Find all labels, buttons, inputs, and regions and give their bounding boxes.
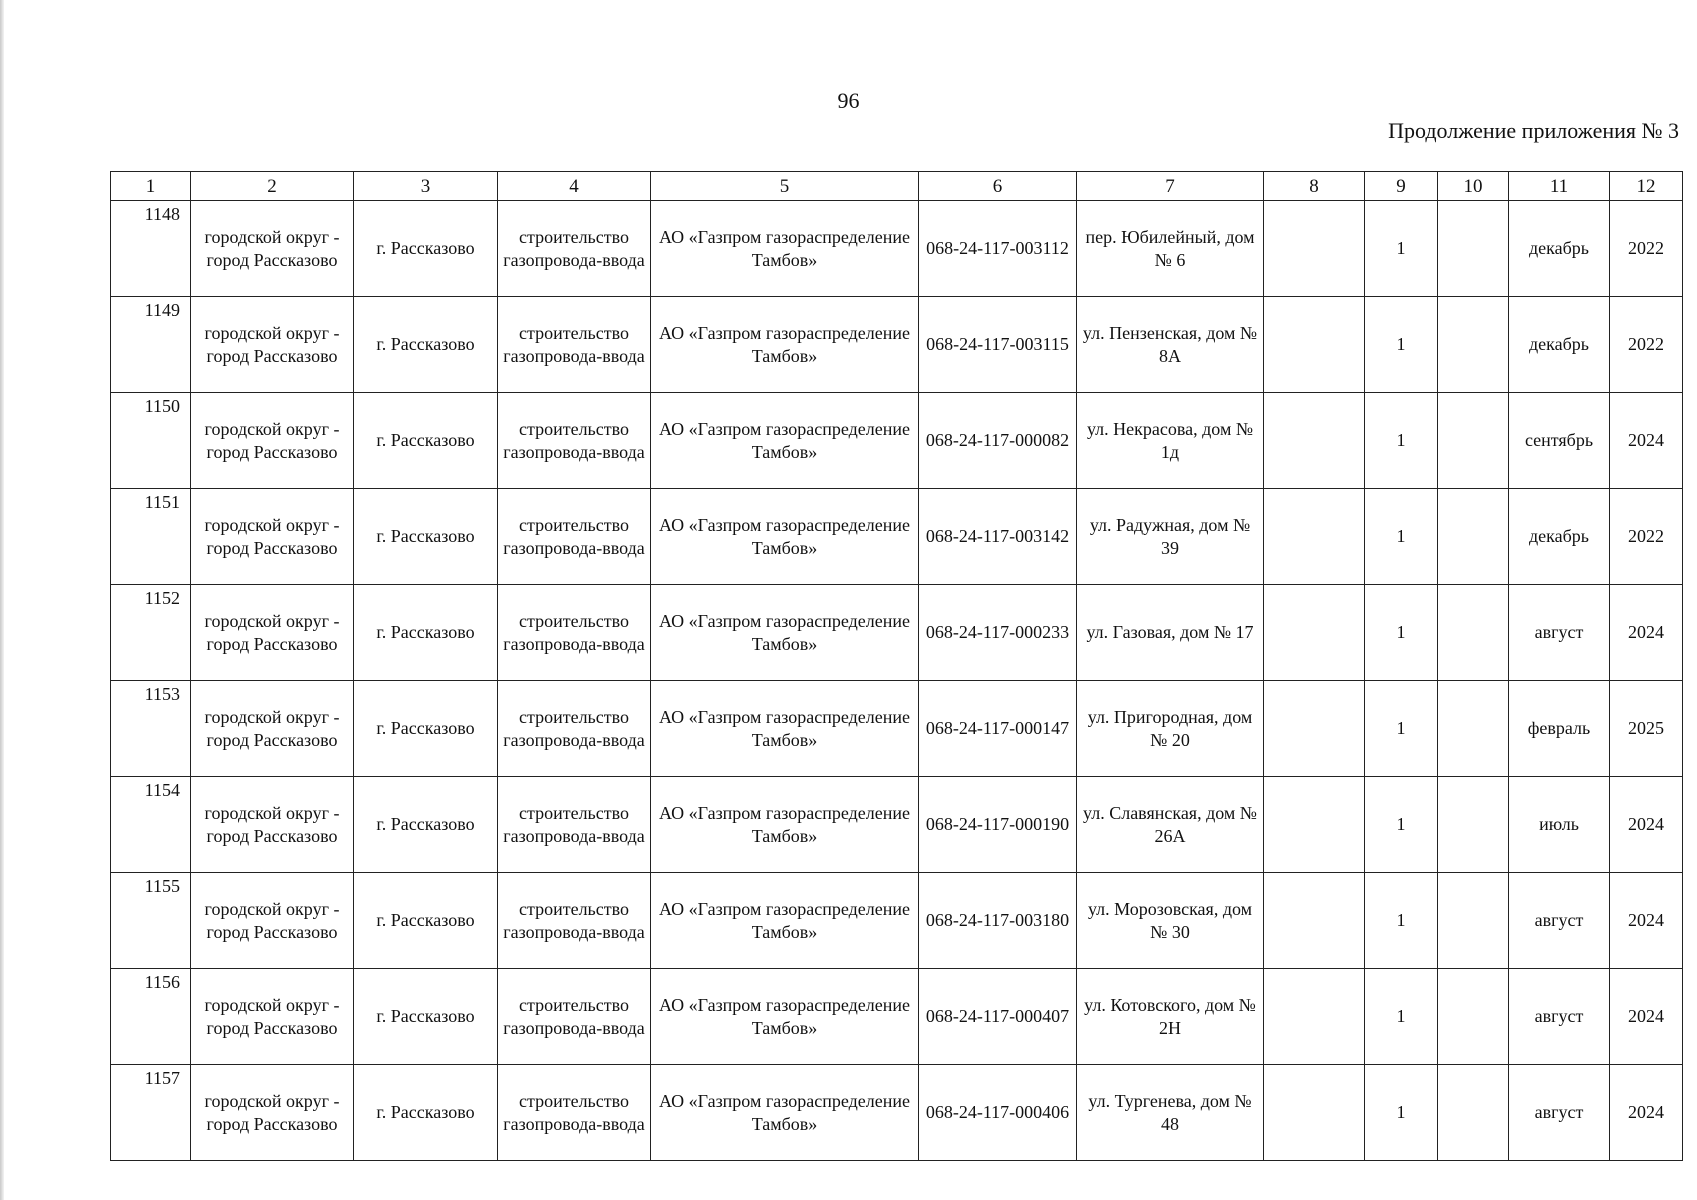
column-header: 8 (1264, 172, 1365, 201)
table-cell: 1 (1365, 969, 1438, 1065)
table-row (111, 777, 1683, 873)
table-cell: г. Рассказово (354, 585, 498, 681)
table-cell (1264, 681, 1365, 777)
table-cell: 1151 (111, 489, 191, 585)
table-cell: 068-24-117-000407 (919, 969, 1077, 1065)
table-cell: АО «Газпром газораспределение Тамбов» (651, 969, 919, 1065)
table-cell: строительство газопровода-ввода (498, 1065, 651, 1161)
table-cell: июль (1509, 777, 1610, 873)
column-header: 3 (354, 172, 498, 201)
table-cell: строительство газопровода-ввода (498, 489, 651, 585)
table-row (111, 297, 1683, 393)
column-header: 4 (498, 172, 651, 201)
table-cell: строительство газопровода-ввода (498, 585, 651, 681)
column-header: 9 (1365, 172, 1438, 201)
table-cell: АО «Газпром газораспределение Тамбов» (651, 681, 919, 777)
column-header: 2 (191, 172, 354, 201)
table-cell: 1157 (111, 1065, 191, 1161)
table-cell (1264, 585, 1365, 681)
table-cell: городской округ - город Рассказово (191, 1065, 354, 1161)
table-cell: г. Рассказово (354, 201, 498, 297)
table-cell: АО «Газпром газораспределение Тамбов» (651, 201, 919, 297)
table-cell: 1 (1365, 393, 1438, 489)
table-cell: г. Рассказово (354, 393, 498, 489)
table-cell: г. Рассказово (354, 297, 498, 393)
table-cell: строительство газопровода-ввода (498, 393, 651, 489)
table-cell: 1152 (111, 585, 191, 681)
table-cell: ул. Радужная, дом № 39 (1077, 489, 1264, 585)
table-cell (1264, 873, 1365, 969)
table-cell: ул. Пригородная, дом № 20 (1077, 681, 1264, 777)
table-cell: г. Рассказово (354, 489, 498, 585)
table-cell: городской округ - город Рассказово (191, 393, 354, 489)
table-cell: 2025 (1610, 681, 1683, 777)
table-cell (1264, 1065, 1365, 1161)
table-cell: февраль (1509, 681, 1610, 777)
table-cell: строительство газопровода-ввода (498, 969, 651, 1065)
column-header: 6 (919, 172, 1077, 201)
table-cell: 068-24-117-000147 (919, 681, 1077, 777)
scan-edge (0, 0, 4, 1200)
table-cell: городской округ - город Рассказово (191, 201, 354, 297)
table-cell (1438, 201, 1509, 297)
table-cell (1438, 393, 1509, 489)
table-cell: АО «Газпром газораспределение Тамбов» (651, 777, 919, 873)
table-cell: 068-24-117-003115 (919, 297, 1077, 393)
table-cell: АО «Газпром газораспределение Тамбов» (651, 297, 919, 393)
table-cell: сентябрь (1509, 393, 1610, 489)
table-cell: 1154 (111, 777, 191, 873)
table-cell: декабрь (1509, 489, 1610, 585)
table-cell (1438, 777, 1509, 873)
table-cell: 068-24-117-000406 (919, 1065, 1077, 1161)
table-cell: городской округ - город Рассказово (191, 873, 354, 969)
table-cell: городской округ - город Рассказово (191, 969, 354, 1065)
table-cell: 1150 (111, 393, 191, 489)
table-cell: ул. Морозовская, дом № 30 (1077, 873, 1264, 969)
table-cell: декабрь (1509, 297, 1610, 393)
table-cell (1438, 585, 1509, 681)
table-cell: ул. Славянская, дом № 26А (1077, 777, 1264, 873)
table-cell (1438, 297, 1509, 393)
table-cell: АО «Газпром газораспределение Тамбов» (651, 1065, 919, 1161)
column-number-row (111, 172, 1683, 201)
table-cell: август (1509, 1065, 1610, 1161)
table-cell: 2022 (1610, 297, 1683, 393)
table-cell: 1 (1365, 1065, 1438, 1161)
table-cell: АО «Газпром газораспределение Тамбов» (651, 393, 919, 489)
table-cell (1264, 297, 1365, 393)
table-cell: 1 (1365, 681, 1438, 777)
column-header: 11 (1509, 172, 1610, 201)
table-row (111, 969, 1683, 1065)
table-cell: АО «Газпром газораспределение Тамбов» (651, 873, 919, 969)
table-cell (1438, 873, 1509, 969)
table-cell: г. Рассказово (354, 681, 498, 777)
table-cell: ул. Котовского, дом № 2Н (1077, 969, 1264, 1065)
table-cell: строительство газопровода-ввода (498, 201, 651, 297)
column-header: 7 (1077, 172, 1264, 201)
table-cell: 2024 (1610, 1065, 1683, 1161)
table-cell: 2022 (1610, 489, 1683, 585)
table-cell: г. Рассказово (354, 1065, 498, 1161)
appendix-continuation-note: Продолжение приложения № 3 (1388, 118, 1679, 143)
table-row (111, 393, 1683, 489)
table-cell: 1149 (111, 297, 191, 393)
table-cell (1264, 969, 1365, 1065)
column-header: 1 (111, 172, 191, 201)
table-row (111, 873, 1683, 969)
table-cell: 1148 (111, 201, 191, 297)
table-cell: городской округ - город Рассказово (191, 681, 354, 777)
table-cell: г. Рассказово (354, 777, 498, 873)
page-number: 96 (837, 88, 860, 113)
table-cell: ул. Некрасова, дом № 1д (1077, 393, 1264, 489)
table-cell: ул. Тургенева, дом № 48 (1077, 1065, 1264, 1161)
table-cell: АО «Газпром газораспределение Тамбов» (651, 585, 919, 681)
table-cell: ул. Газовая, дом № 17 (1077, 585, 1264, 681)
table-cell: август (1509, 873, 1610, 969)
column-header: 10 (1438, 172, 1509, 201)
table-cell: 1153 (111, 681, 191, 777)
table-row (111, 201, 1683, 297)
table-cell: 068-24-117-000233 (919, 585, 1077, 681)
table-row (111, 489, 1683, 585)
table-cell: 1 (1365, 489, 1438, 585)
table-cell: ул. Пензенская, дом № 8А (1077, 297, 1264, 393)
table-cell: 1155 (111, 873, 191, 969)
table-body (111, 201, 1683, 1161)
table-cell: г. Рассказово (354, 969, 498, 1065)
table-cell (1438, 489, 1509, 585)
table-cell (1438, 681, 1509, 777)
table-cell: строительство газопровода-ввода (498, 297, 651, 393)
table-cell: городской округ - город Рассказово (191, 777, 354, 873)
table-cell: 1 (1365, 777, 1438, 873)
table-cell: пер. Юбилейный, дом № 6 (1077, 201, 1264, 297)
table-row (111, 681, 1683, 777)
table-row (111, 1065, 1683, 1161)
table-row (111, 585, 1683, 681)
table-cell (1438, 969, 1509, 1065)
table-cell: строительство газопровода-ввода (498, 873, 651, 969)
table-cell: 2022 (1610, 201, 1683, 297)
table-cell (1438, 1065, 1509, 1161)
table-cell (1264, 777, 1365, 873)
table-cell (1264, 489, 1365, 585)
table-cell: 068-24-117-003142 (919, 489, 1077, 585)
table-cell: 1 (1365, 201, 1438, 297)
table-cell: АО «Газпром газораспределение Тамбов» (651, 489, 919, 585)
table-cell: 2024 (1610, 393, 1683, 489)
table-cell: городской округ - город Рассказово (191, 585, 354, 681)
table-cell: декабрь (1509, 201, 1610, 297)
object-list-table (110, 171, 1683, 1161)
table-cell: 1 (1365, 585, 1438, 681)
table-cell: 2024 (1610, 873, 1683, 969)
table-cell: 1 (1365, 297, 1438, 393)
table-cell: 068-24-117-003112 (919, 201, 1077, 297)
table-cell (1264, 393, 1365, 489)
table-cell: г. Рассказово (354, 873, 498, 969)
table-cell: строительство газопровода-ввода (498, 681, 651, 777)
column-header: 12 (1610, 172, 1683, 201)
table-cell: август (1509, 585, 1610, 681)
table-cell: 068-24-117-000082 (919, 393, 1077, 489)
table-cell: 068-24-117-000190 (919, 777, 1077, 873)
table-cell: 1156 (111, 969, 191, 1065)
table-cell: 2024 (1610, 585, 1683, 681)
table-cell: строительство газопровода-ввода (498, 777, 651, 873)
table-cell (1264, 201, 1365, 297)
table-cell: 2024 (1610, 969, 1683, 1065)
table-cell: 1 (1365, 873, 1438, 969)
table-cell: 068-24-117-003180 (919, 873, 1077, 969)
column-header: 5 (651, 172, 919, 201)
table-cell: городской округ - город Рассказово (191, 297, 354, 393)
table-cell: август (1509, 969, 1610, 1065)
table-cell: 2024 (1610, 777, 1683, 873)
table-cell: городской округ - город Рассказово (191, 489, 354, 585)
